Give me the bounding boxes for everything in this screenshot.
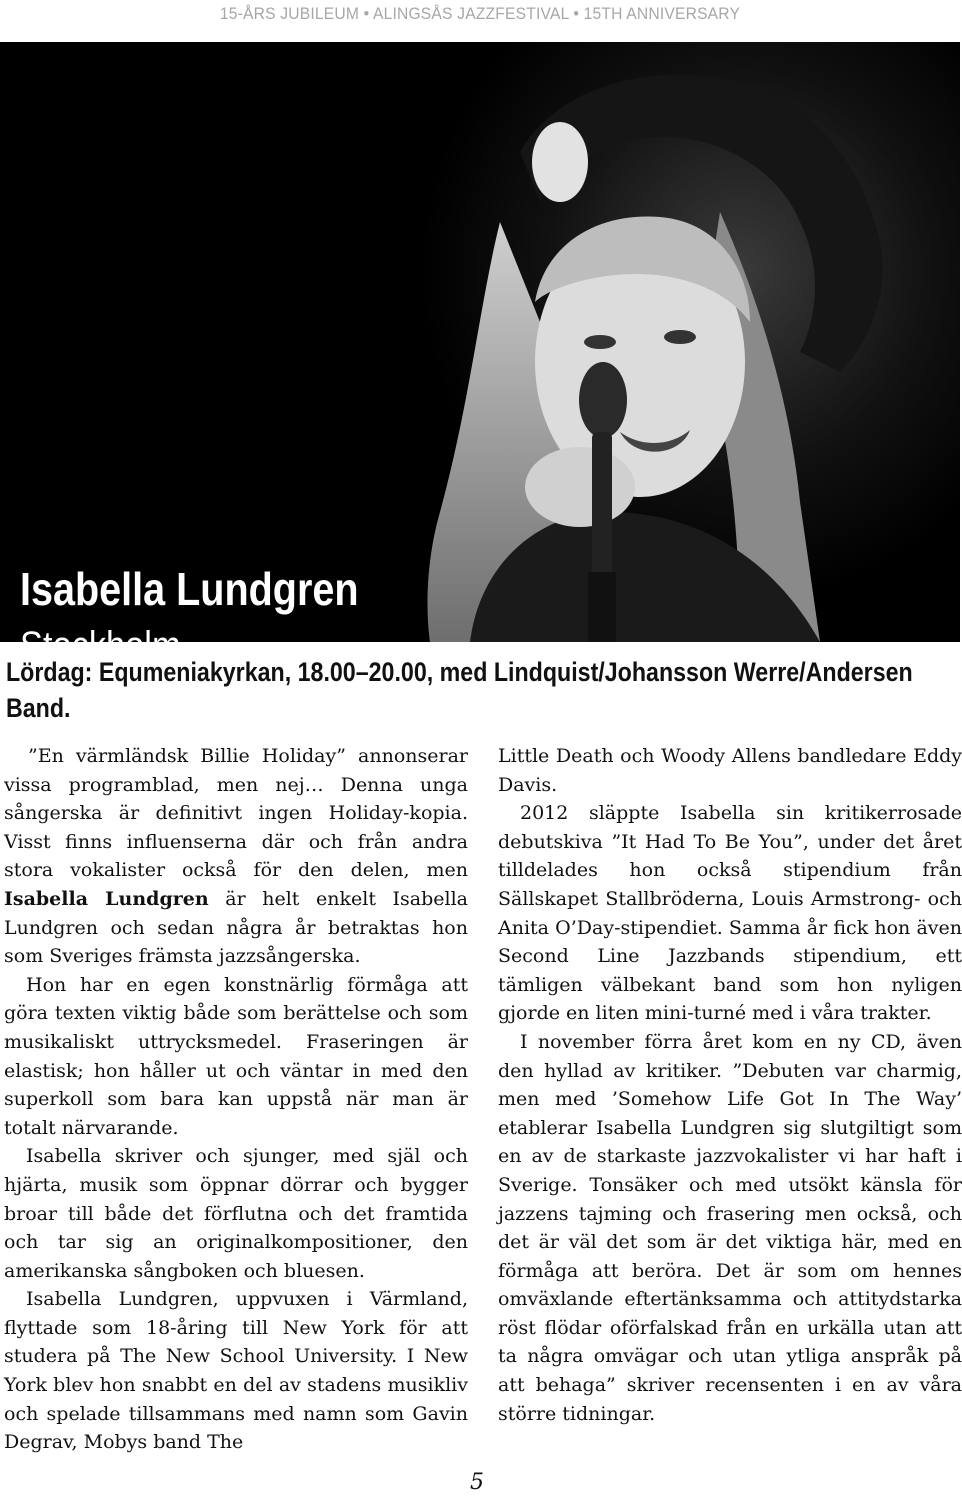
article-paragraph — [4, 742, 468, 971]
article-paragraph: I november förra året kom en ny CD, även den hyllad av kritiker. ”Debuten var charmig, men med ’Somehow Life Got In The Way’ etablerar Isabella Lundgren sig slutgiltigt som en av de starkaste jazzvokalister vi har haft i Sverige. Tonsäker och med utsökt känsla för jazzens tajming och frasering men också, och det är väl det som är det viktiga här, med en förmåga att beröra. Det är som om hennes omväxlande eftertänksamma och attitydstarka röst flödar oförfalskad från en urkälla utan att ta några omvägar och utan ytliga anspråk på att behaga” skriver recensenten i en av våra större tidningar. — [498, 1030, 962, 1425]
hero-photo — [0, 42, 960, 668]
artist-city: Stockholm — [20, 624, 181, 668]
article-paragraph: Little Death och Woody Allens bandledare Eddy Davis. — [498, 745, 962, 796]
artist-name: Isabella Lundgren — [20, 563, 359, 615]
article-paragraph: 2012 släppte Isabella sin kritikerrosade debutskiva ”It Had To Be You”, under det året tilldelades hon också stipendium från Sällskapet Stallbröderna, Louis Armstrong- och Anita O’Day-stipendiet. Samma år fick hon även Second Line Jazzbands stipendium, ett tämligen välbekant band som hon nyligen gjorde en liten mini-turné med i våra trakter. — [498, 802, 962, 1025]
article-paragraph: Hon har en egen konstnärlig förmåga att göra texten viktig både som berättelse och som musikaliskt uttrycksmedel. Fraseringen är elastisk; hon håller ut och väntar in med den superkoll som bara kan uppstå när man är totalt närvarande. — [4, 973, 468, 1139]
bold-name: Isabella Lundgren — [4, 887, 209, 910]
article-column-left — [4, 742, 468, 1457]
running-header: 15-ÅRS JUBILEUM • ALINGSÅS JAZZFESTIVAL • 15TH ANNIVERSARY — [219, 4, 741, 23]
article-column-right — [498, 742, 962, 1428]
event-info: Lördag: Equmeniakyrkan, 18.00–20.00, med Lindquist/Johansson Werre/Andersen Band. — [6, 657, 913, 723]
article-paragraph: Isabella skriver och sjunger, med själ och hjärta, musik som öppnar dörrar och bygger broar till både det förflutna och det framtida och tar sig an originalkompositioner, den amerikanska sångboken och bluesen. — [4, 1145, 468, 1282]
page-number: 5 — [470, 1470, 484, 1495]
article-paragraph: Isabella Lundgren, uppvuxen i Värmland, flyttade som 18-åring till New York för att studera på The New School University. I New York blev hon snabbt en del av stadens musikliv och spelade tillsammans med namn som Gavin Degrav, Mobys band The — [4, 1288, 468, 1454]
text-span: ”En värmländsk Billie Holiday” annonserar vissa programblad, men nej… Denna unga sångerska är definitivt ingen Holiday-kopia. Visst finns influenserna där och från andra stora vokalister också för den delen, men — [4, 745, 468, 882]
text-span: är helt enkelt Isabella Lundgren och sedan några år betraktas hon som Sveriges främsta jazzsångerska. — [4, 887, 469, 968]
singer-portrait-illustration — [0, 42, 960, 642]
